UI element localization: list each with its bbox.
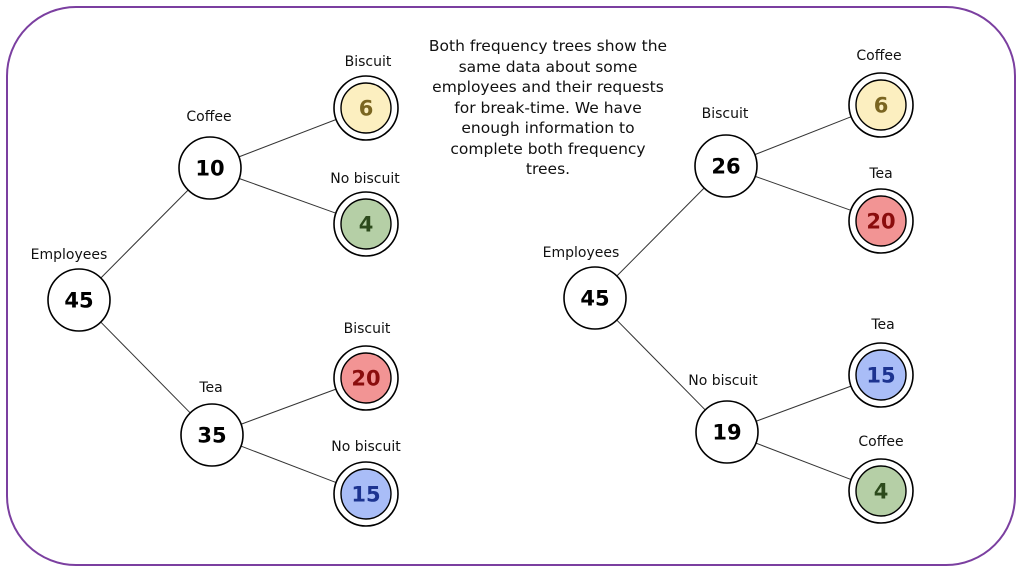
tree2-branch2-leaf1-label: Tea <box>871 317 895 333</box>
tree1-branch1-label: Coffee <box>186 109 232 125</box>
tree2-edge-branch2-to-leaf1 <box>756 386 851 421</box>
tree2-edge-branch2-to-leaf2 <box>756 443 851 479</box>
tree2-branch1-leaf2-node-value: 20 <box>866 209 896 234</box>
tree1-branch2-leaf1-node-value: 20 <box>351 366 381 391</box>
tree1-edge-root-to-branch2 <box>101 322 190 413</box>
tree1-branch1-leaf2-label: No biscuit <box>330 171 400 187</box>
tree1-branch1-leaf2-node-value: 4 <box>358 212 374 237</box>
tree2-edge-root-to-branch1 <box>617 188 704 276</box>
tree1-branch1-node-value: 10 <box>195 156 225 181</box>
tree1-branch1-leaf1-label: Biscuit <box>344 54 392 70</box>
tree2-edge-root-to-branch2 <box>617 320 705 410</box>
tree1-edge-branch2-to-leaf1 <box>241 389 336 424</box>
tree1-branch2-label: Tea <box>199 380 223 396</box>
tree1-branch2-leaf2-label: No biscuit <box>331 439 401 455</box>
tree2-edge-branch1-to-leaf1 <box>755 117 851 155</box>
tree1-edge-branch1-to-leaf1 <box>239 119 336 156</box>
tree2-branch1-leaf1-node-value: 6 <box>873 93 889 118</box>
tree2-branch1-leaf1-label: Coffee <box>856 48 902 64</box>
tree2-branch1-label: Biscuit <box>701 106 749 122</box>
tree2-root-label: Employees <box>542 245 620 261</box>
tree1-edge-branch2-to-leaf2 <box>241 446 336 482</box>
tree2-branch2-leaf2-label: Coffee <box>858 434 904 450</box>
tree2-branch2-leaf2-node-value: 4 <box>873 479 889 504</box>
tree1-branch2-leaf2-node-value: 15 <box>351 482 381 507</box>
tree1-edge-root-to-branch1 <box>101 190 188 278</box>
tree2-branch1-leaf2-label: Tea <box>869 166 893 182</box>
tree1-edge-branch1-to-leaf2 <box>239 178 336 213</box>
tree1-branch2-leaf1-label: Biscuit <box>343 321 391 337</box>
tree1-root-label: Employees <box>30 247 108 263</box>
tree2-edge-branch1-to-leaf2 <box>755 176 851 210</box>
tree1-branch2-node-value: 35 <box>197 423 227 448</box>
tree2-branch2-label: No biscuit <box>688 373 758 389</box>
tree2-branch1-node-value: 26 <box>711 154 741 179</box>
caption-text: Both frequency trees show the same data about some employees and their requests for break-time. We have enough information to complete both frequency trees. <box>428 37 668 178</box>
tree2-root-node-value: 45 <box>580 286 610 311</box>
tree1-root-node-value: 45 <box>64 288 94 313</box>
tree2-branch2-node-value: 19 <box>712 420 742 445</box>
tree2-branch2-leaf1-node-value: 15 <box>866 363 896 388</box>
tree1-branch1-leaf1-node-value: 6 <box>358 96 374 121</box>
